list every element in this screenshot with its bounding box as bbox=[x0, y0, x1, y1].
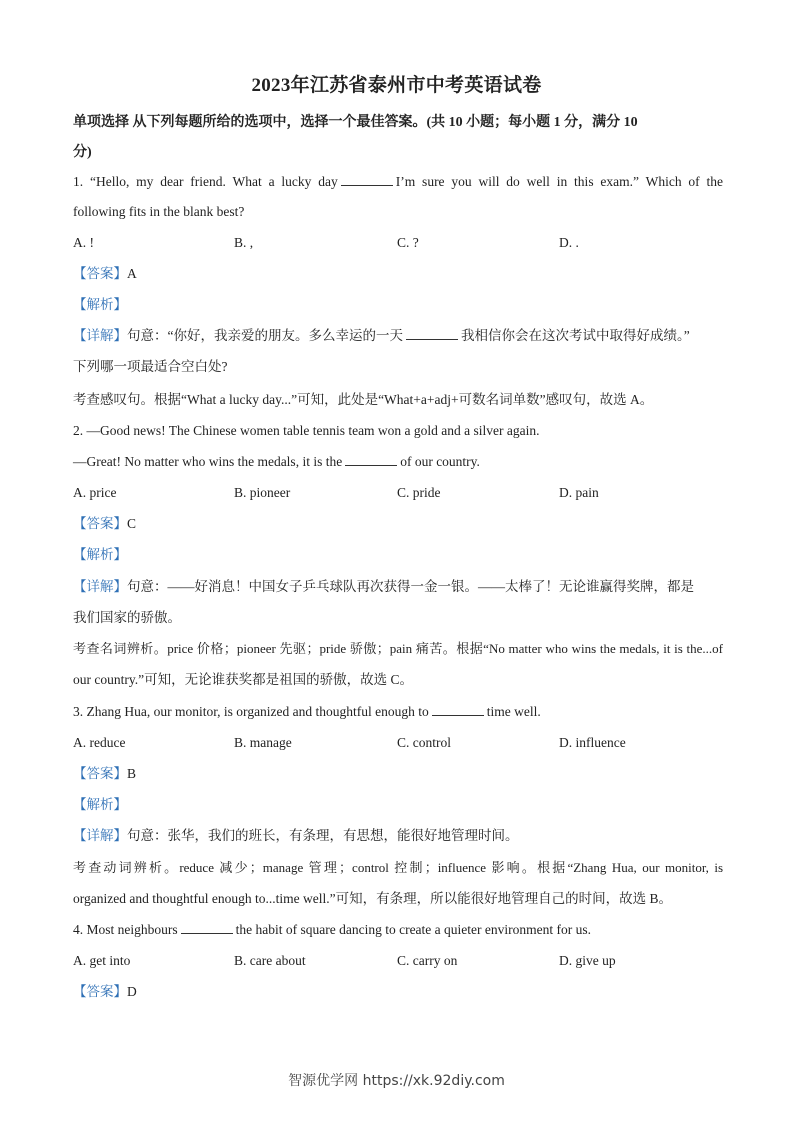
q2-stem-line1: 2. —Good news! The Chinese women table tennis team won a gold and a silver again. bbox=[73, 423, 540, 438]
q2-stem-line2 bbox=[73, 452, 723, 472]
q2-detail-line1 bbox=[73, 577, 723, 597]
q2-analysis-heading bbox=[73, 545, 723, 565]
q2-option-b: B. pioneer bbox=[234, 485, 291, 500]
answer-tag: 【答案】 bbox=[73, 266, 127, 281]
page-title: 2023年江苏省泰州市中考英语试卷 bbox=[251, 75, 542, 96]
q2-detail-text: 句意：——好消息！中国女子乒乓球队再次获得一金一银。——太棒了！无论谁赢得奖牌，都是 bbox=[127, 579, 694, 594]
q2-answer bbox=[73, 514, 723, 534]
answer-tag: 【答案】 bbox=[73, 516, 127, 531]
q3-analysis-heading bbox=[73, 795, 723, 815]
section-instruction-line2: 分) bbox=[73, 145, 92, 160]
answer-value: D bbox=[127, 984, 137, 999]
q1-answer bbox=[73, 264, 723, 284]
q3-answer bbox=[73, 764, 723, 784]
q1-analysis-heading bbox=[73, 295, 723, 315]
q3-option-a: A. reduce bbox=[73, 735, 126, 750]
section-header bbox=[73, 108, 723, 168]
q2-option-a: A. price bbox=[73, 485, 117, 500]
q2-detail-line2: 我们国家的骄傲。 bbox=[73, 610, 181, 625]
q1-option-a: A. ! bbox=[73, 235, 94, 250]
q4-option-a: A. get into bbox=[73, 953, 131, 968]
detail-tag: 【详解】 bbox=[73, 328, 127, 343]
q1-detail-line1 bbox=[73, 326, 723, 346]
section-instruction-line1: 单项选择 从下列每题所给的选项中，选择一个最佳答案。(共 10 小题；每小题 1 分，满分 10 bbox=[73, 115, 638, 130]
q1-detail-blank bbox=[406, 327, 458, 340]
q4-option-b: B. care about bbox=[234, 953, 306, 968]
answer-value: B bbox=[127, 766, 137, 781]
analysis-tag: 【解析】 bbox=[73, 797, 127, 812]
detail-tag: 【详解】 bbox=[73, 828, 127, 843]
footer-watermark: 智源优学网 https://xk.92diy.com bbox=[288, 1073, 505, 1089]
q2-option-c: C. pride bbox=[397, 485, 441, 500]
q1-detail-part-b: 我相信你会在这次考试中取得好成绩。” bbox=[461, 328, 690, 343]
q3-stem bbox=[73, 702, 723, 722]
q1-option-c: C. ? bbox=[397, 235, 419, 250]
detail-tag: 【详解】 bbox=[73, 579, 127, 594]
q4-option-d: D. give up bbox=[559, 953, 616, 968]
q1-detail-line2: 下列哪一项最适合空白处? bbox=[73, 359, 228, 374]
q4-answer bbox=[73, 982, 723, 1002]
q2-explanation-line1: 考查名词辨析。price 价格；pioneer 先驱；pride 骄傲；pain 痛苦。根据“No matter who wins the medals, it is the...of bbox=[73, 641, 723, 656]
q3-option-c: C. control bbox=[397, 735, 451, 750]
q2-explanation-line2: our country.”可知，无论谁获奖都是祖国的骄傲，故选 C。 bbox=[73, 672, 413, 687]
q1-option-b: B. , bbox=[234, 235, 254, 250]
q1-detail-part-a: 句意：“你好，我亲爱的朋友。多么幸运的一天 bbox=[127, 328, 403, 343]
q3-detail-line1 bbox=[73, 826, 723, 846]
q4-option-c: C. carry on bbox=[397, 953, 458, 968]
q4-stem bbox=[73, 920, 723, 940]
q3-option-d: D. influence bbox=[559, 735, 626, 750]
q1-option-d: D. . bbox=[559, 235, 579, 250]
q1-stem-part-b: I’m sure you will do well in this exam.” Which of the bbox=[395, 174, 723, 189]
answer-value: A bbox=[127, 266, 137, 281]
q1-stem-part-a: 1. “Hello, my dear friend. What a lucky day bbox=[73, 174, 338, 189]
q1-stem-line2: following fits in the blank best? bbox=[73, 204, 245, 219]
q4-stem-part-a: 4. Most neighbours bbox=[73, 922, 178, 937]
analysis-tag: 【解析】 bbox=[73, 547, 127, 562]
q3-explanation-line1: 考查动词辨析。reduce 减少；manage 管理；control 控制；influence 影响。根据“Zhang Hua, our monitor, is bbox=[73, 860, 723, 875]
q4-blank bbox=[181, 921, 233, 934]
q2-stem-part-a: —Great! No matter who wins the medals, it is the bbox=[73, 454, 343, 469]
q2-blank bbox=[345, 453, 397, 466]
q1-stem-line1 bbox=[73, 172, 723, 192]
q3-stem-part-a: 3. Zhang Hua, our monitor, is organized and thoughtful enough to bbox=[73, 704, 429, 719]
q3-option-b: B. manage bbox=[234, 735, 292, 750]
answer-tag: 【答案】 bbox=[73, 766, 127, 781]
analysis-tag: 【解析】 bbox=[73, 297, 127, 312]
q2-stem-part-b: of our country. bbox=[400, 454, 480, 469]
q1-blank bbox=[341, 173, 393, 186]
answer-value: C bbox=[127, 516, 137, 531]
q3-explanation-line2: organized and thoughtful enough to...time well.”可知，有条理，所以能很好地管理自己的时间，故选 B。 bbox=[73, 891, 672, 906]
answer-tag: 【答案】 bbox=[73, 984, 127, 999]
q4-stem-part-b: the habit of square dancing to create a quieter environment for us. bbox=[235, 922, 591, 937]
q2-option-d: D. pain bbox=[559, 485, 599, 500]
q3-blank bbox=[432, 703, 484, 716]
q3-detail-text: 句意：张华，我们的班长，有条理，有思想，能很好地管理时间。 bbox=[127, 828, 519, 843]
q3-stem-part-b: time well. bbox=[486, 704, 541, 719]
q1-explanation: 考查感叹句。根据“What a lucky day...”可知，此处是“What+a+adj+可数名词单数”感叹句，故选 A。 bbox=[73, 392, 654, 407]
